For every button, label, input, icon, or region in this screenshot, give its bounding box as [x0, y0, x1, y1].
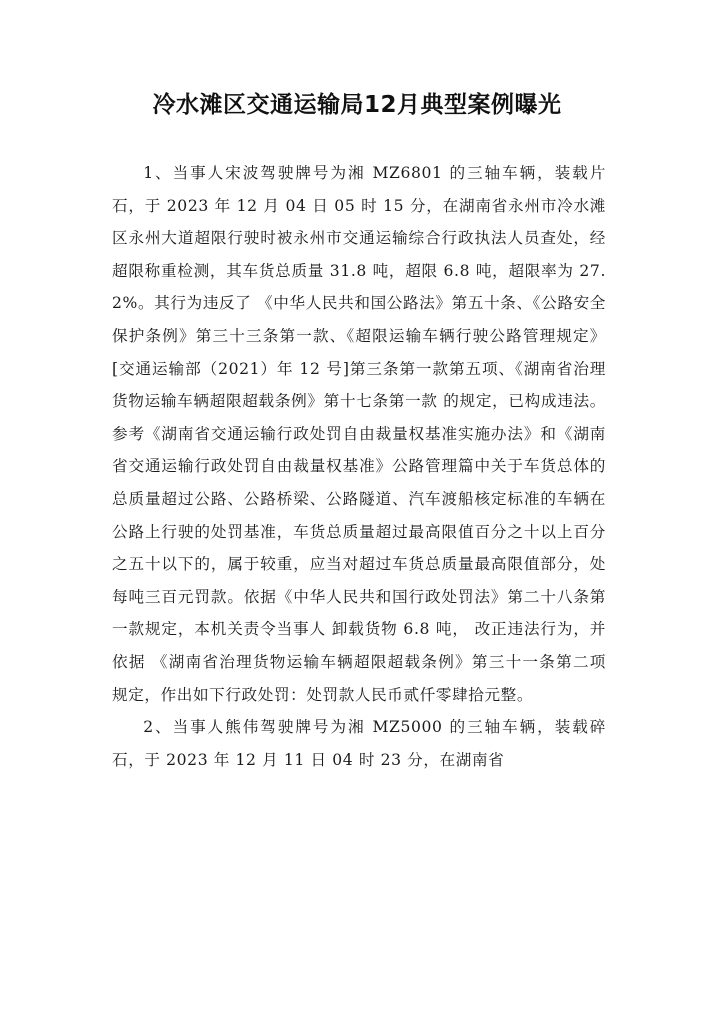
- case-paragraph-2: 2、当事人熊伟驾驶牌号为湘 MZ5000 的三轴车辆，装载碎石，于 2023 年 12 月 11 日 04 时 23 分，在湖南省: [112, 718, 606, 769]
- document-title: 冷水滩区交通运输局12月典型案例曝光: [152, 92, 562, 118]
- case-paragraph-1: 1、当事人宋波驾驶牌号为湘 MZ6801 的三轴车辆，装载片石，于 2023 年 12 月 04 日 05 时 15 分，在湖南省永州市冷水滩区永州大道超限行驶时被永州市交通运输综合行政执法人员查处，经超限称重检测，其车货总质量 31.8 吨，超限 6.8 吨，超限率为 27.2%。其行为违反了 《中华人民共和国公路法》第五十条、《公路安全保护条例》第三十三条第一款、《超限运输车辆行驶公路管理规定》[交通运输部（2021）年 12 号]第三条第一款第五项、《湖南省治理货物运输车辆超限超载条例》第十七条第一款 的规定，已构成违法。参考《湖南省交通运输行政处罚自由裁量权基准实施办法》和《湖南省交通运输行政处罚自由裁量权基准》公路管理篇中关于车货总体的总质量超过公路、公路桥梁、公路隧道、汽车渡船核定标准的车辆在公路上行驶的处罚基准，车货总质量超过最高限值百分之十以上百分之五十以下的，属于较重，应当对超过车货总质量最高限值部分，处每吨三百元罚款。依据《中华人民共和国行政处罚法》第二十八条第一款规定，本机关责令当事人 卸载货物 6.8 吨， 改正违法行为，并依据 《湖南省治理货物运输车辆超限超载条例》第三十一条第二项 规定，作出如下行政处罚：处罚款人民币贰仟零肆拾元整。: [112, 164, 606, 704]
- document-body: [112, 157, 606, 776]
